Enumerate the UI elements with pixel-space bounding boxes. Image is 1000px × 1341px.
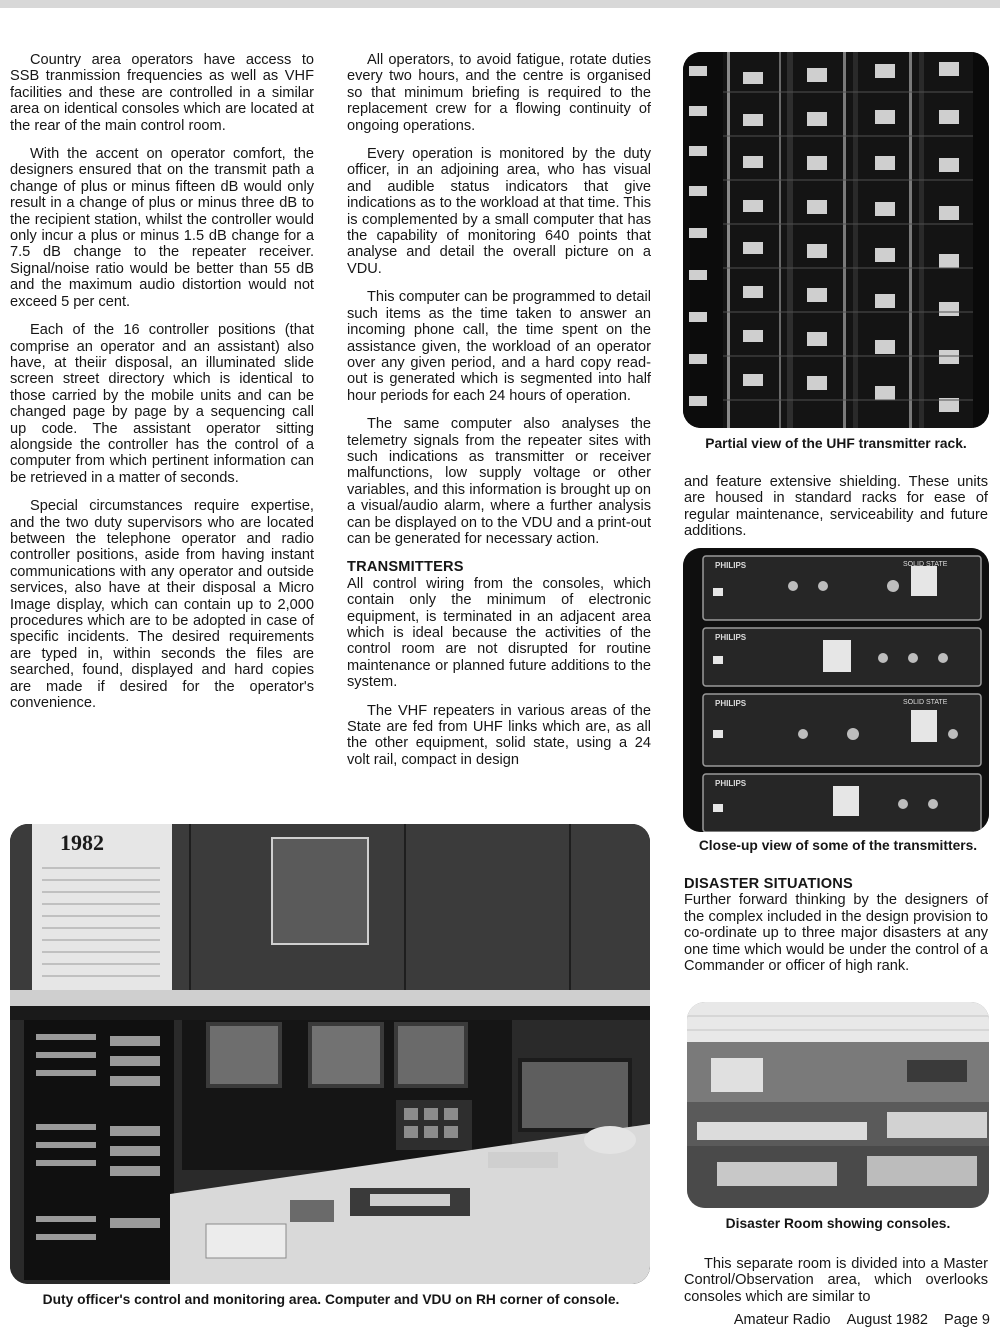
paragraph: All control wiring from the consoles, which contain only the minimum of electronic equipment, is terminated in an adjacent area which is ideal because the activities of the control room are not disrupted for routine maintenance or planned future additions to the system. (347, 575, 651, 691)
panel-badge-3: SOLID STATE (903, 699, 948, 706)
caption-main-photo: Duty officer's control and monitoring area. Computer and VDU on RH corner of console. (42, 1292, 620, 1307)
paragraph: All operators, to avoid fatigue, rotate duties every two hours, and the centre is organised so that minimum briefing is required to the replacement crew for a flowing continuity of ongoing operations. (347, 52, 651, 134)
column-middle (347, 52, 651, 780)
section-heading-transmitters: TRANSMITTERS (347, 559, 464, 576)
paragraph: The VHF repeaters in various areas of the State are fed from UHF links which are, as all the other equipment, solid state, using a 24 volt rail, compact in design (347, 702, 651, 768)
footer-issue: August 1982 (846, 1312, 928, 1328)
column-left (10, 52, 314, 723)
page-top-edge (0, 0, 1000, 8)
caption-disaster-room: Disaster Room showing consoles. (725, 1216, 951, 1231)
paragraph: This computer can be programmed to detail such items as the time taken to answer an incoming phone call, the time spent on the assistance given, the workload of an operator over any given period, and a hard copy read-out is generated which is segmented into half hour periods for each 24 hours of operation. (347, 289, 651, 404)
paragraph: Special circumstances require expertise, and the two duty supervisors who are located between the telephone operator and radio controller positions, aside from having instant communications with any operator and outside services, also have at their disposal a Micro Image display, which can contain up to 2,000 procedures which are to be adopted in case of specific incidents. The desired requirements are typed in, within seconds the files are searched, found, displayed and hard copies are made if desired for the operator's convenience. (10, 498, 314, 712)
photo-uhf-transmitter-rack (683, 52, 989, 428)
footer-page-number: Page 9 (944, 1312, 990, 1328)
paragraph: Country area operators have access to SSB tranmission frequencies as well as VHF facilities and these are controlled in a similar area on identical consoles which are located at the rear of the main control room. (10, 52, 314, 134)
calendar-year: 1982 (60, 830, 104, 855)
paragraph: Further forward thinking by the designers of the complex included in the design provision to co-ordinate up to three major disasters at any one time which would be under the control of a Commander or officer of high rank. (684, 892, 988, 975)
photo-duty-officer-area (10, 824, 650, 1284)
paragraph: With the accent on operator comfort, the designers ensured that on the transmit path a change of plus or minus fifteen dB would only result in a change of plus or minus three dB to the recipient station, whilst the controller would only incur a plus or minus 1.5 dB change for a 7.5 dB change to the repeater receiver. Signal/noise ratio would be better than 55 dB and the maximum audio distortion would not exceed 5 per cent. (10, 146, 314, 310)
paragraph: Every operation is monitored by the duty officer, in an adjoining area, who has visual and audible status indicators that give indications as to the workload at that time. This is complemented by a small computer that has the capability of monitoring 640 points that analyse and detail the overall picture on a VDU. (347, 146, 651, 277)
page-footer (722, 1312, 990, 1328)
photo-disaster-room (687, 1002, 989, 1208)
paragraph: and feature extensive shielding. These units are housed in standard racks for ease of regular maintenance, serviceability and future additions. (684, 474, 988, 540)
paragraph: Each of the 16 controller positions (that comprise an operator and an assistant) also have, at theiir disposal, an illuminated slide screen street directory which is identical to those carried by the mobile units and can be changed page by page by a sequencing call up code. The assistant operator sitting alongside the controller has the control of a computer from which pertinent information can be retrieved in a matter of seconds. (10, 322, 314, 486)
panel-brand-1: PHILIPS (715, 561, 747, 570)
column-right-continuation (684, 474, 988, 552)
section-heading-disaster: DISASTER SITUATIONS (684, 876, 853, 892)
panel-badge-1: SOLID STATE (903, 561, 948, 568)
panel-brand-4: PHILIPS (715, 779, 747, 788)
photo-transmitters (683, 548, 989, 832)
column-right-closing (684, 1256, 988, 1317)
column-right-disaster (684, 876, 988, 986)
paragraph: This separate room is divided into a Master Control/Observation area, which overlooks consoles which are similar to (684, 1256, 988, 1305)
panel-brand-2: PHILIPS (715, 633, 747, 642)
caption-rack: Partial view of the UHF transmitter rack. (705, 436, 967, 451)
paragraph: The same computer also analyses the telemetry signals from the repeater sites with such indications as transmitter or receiver malfunctions, low supply voltage or other variables, and this information is brought up on a visual/audio alarm, where a further analysis can be displayed on to the VDU and a print-out can be generated for necessary action. (347, 416, 651, 547)
caption-transmitters: Close-up view of some of the transmitters. (698, 838, 978, 853)
footer-publication: Amateur Radio (733, 1312, 831, 1328)
panel-brand-3: PHILIPS (715, 699, 747, 708)
